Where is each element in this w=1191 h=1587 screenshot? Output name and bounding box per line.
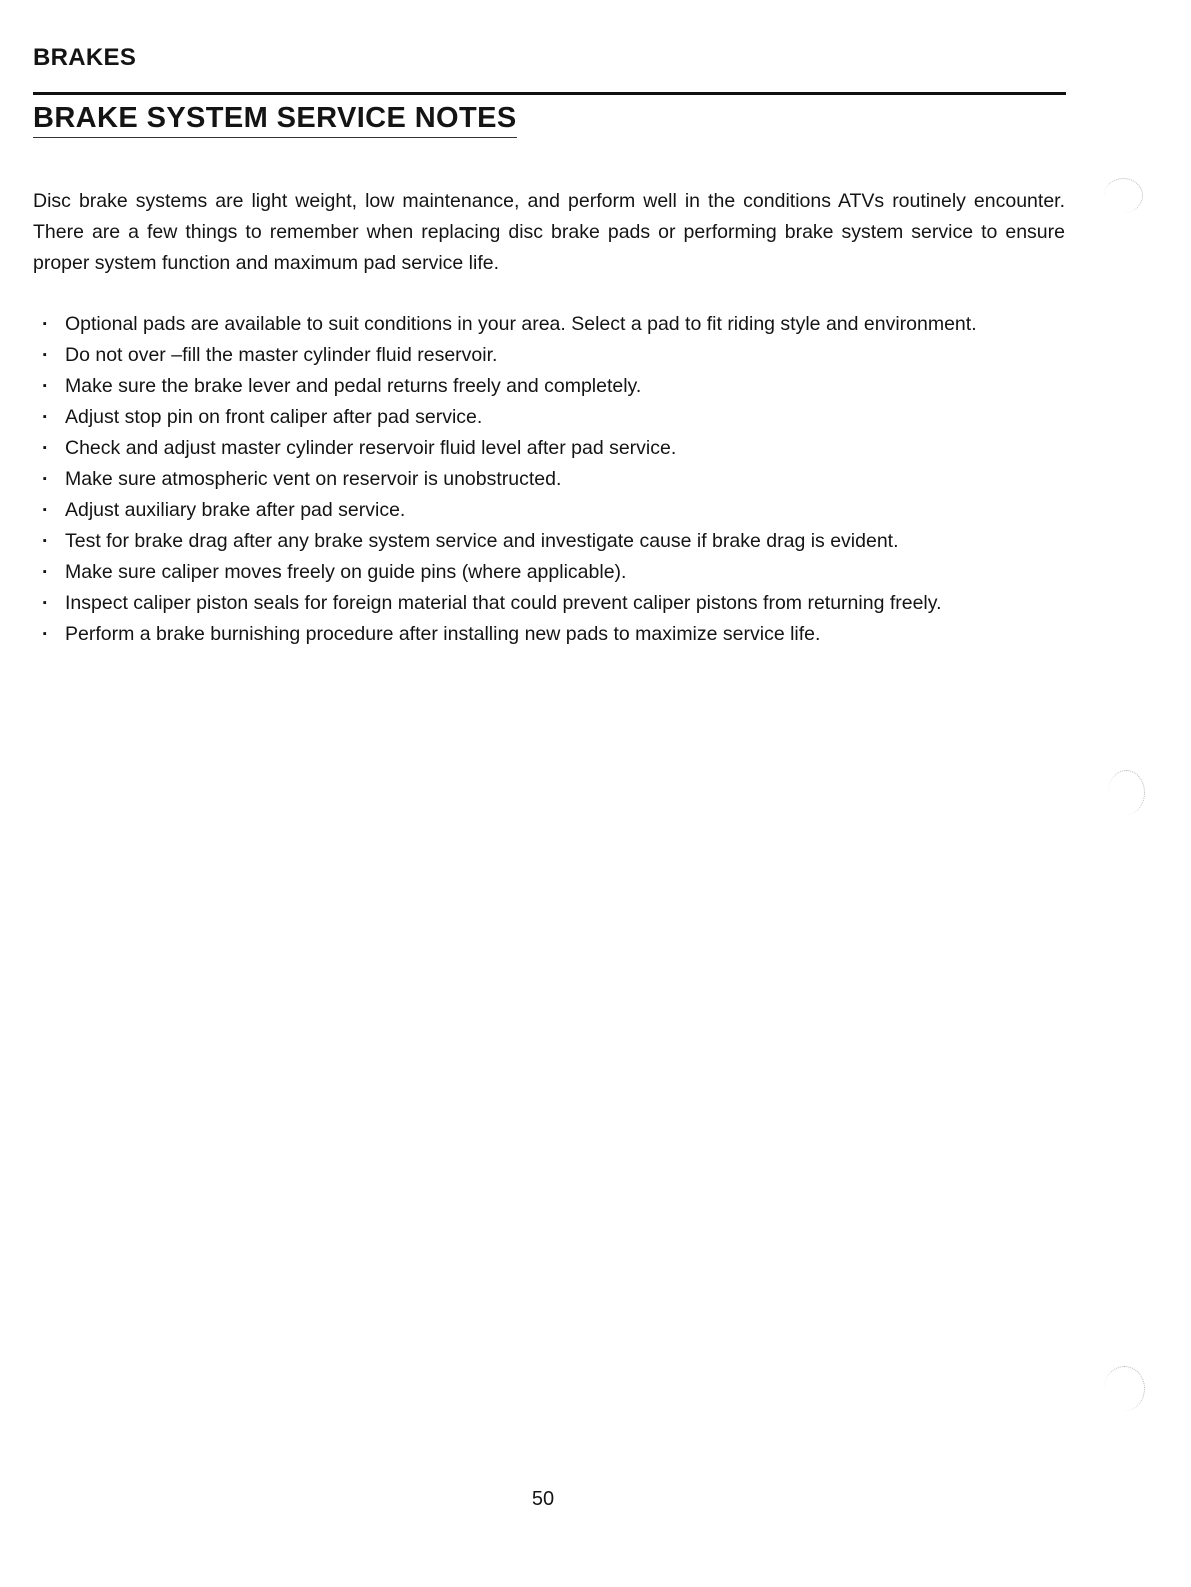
list-item-text: Adjust auxiliary brake after pad service. — [65, 499, 406, 521]
intro-paragraph: Disc brake systems are light weight, low maintenance, and perform well in the conditions ATVs routinely encounter. There are a few things to remember when replacing disc brake pads or performing brake system service to ensure proper system function and maximum pad service life. — [33, 190, 1065, 274]
bullet-icon: · — [42, 592, 49, 614]
header-rule — [33, 92, 1066, 95]
list-item-text: Optional pads are available to suit conditions in your area. Select a pad to fit riding style and environment. — [65, 313, 977, 335]
list-item-text: Inspect caliper piston seals for foreign material that could prevent caliper pistons from returning freely. — [65, 592, 942, 614]
list-item-text: Make sure atmospheric vent on reservoir is unobstructed. — [65, 468, 562, 490]
bullet-icon: · — [42, 375, 49, 397]
list-item — [33, 340, 1065, 371]
list-item — [33, 402, 1065, 433]
bullet-icon: · — [42, 437, 49, 459]
list-item — [33, 526, 1065, 557]
list-item-text: Adjust stop pin on front caliper after pad service. — [65, 406, 483, 428]
list-item-text: Make sure caliper moves freely on guide pins (where applicable). — [65, 561, 627, 583]
list-item-text: Check and adjust master cylinder reservoir fluid level after pad service. — [65, 437, 677, 459]
list-item-text: Make sure the brake lever and pedal returns freely and completely. — [65, 375, 642, 397]
list-item — [33, 588, 1065, 619]
scan-artifact — [1104, 1366, 1145, 1411]
list-item — [33, 619, 1065, 650]
scan-artifact — [1108, 770, 1145, 815]
bullet-icon: · — [42, 530, 49, 552]
bullet-icon: · — [42, 313, 49, 335]
service-notes-list — [33, 309, 1065, 650]
page-number: 50 — [531, 1488, 555, 1510]
list-item — [33, 309, 1065, 340]
page-title: BRAKE SYSTEM SERVICE NOTES — [33, 102, 517, 138]
section-heading: BRAKES — [33, 44, 137, 71]
list-item — [33, 371, 1065, 402]
bullet-icon: · — [42, 623, 49, 645]
bullet-icon: · — [42, 406, 49, 428]
list-item-text: Test for brake drag after any brake system service and investigate cause if brake drag is evident. — [65, 530, 899, 552]
bullet-icon: · — [42, 561, 49, 583]
bullet-icon: · — [42, 499, 49, 521]
scan-artifact — [1104, 178, 1143, 213]
list-item-text: Do not over –fill the master cylinder fluid reservoir. — [65, 344, 498, 366]
list-item — [33, 433, 1065, 464]
list-item-text: Perform a brake burnishing procedure after installing new pads to maximize service life. — [65, 623, 821, 645]
list-item — [33, 557, 1065, 588]
bullet-icon: · — [42, 344, 49, 366]
list-item — [33, 464, 1065, 495]
bullet-icon: · — [42, 468, 49, 490]
list-item — [33, 495, 1065, 526]
